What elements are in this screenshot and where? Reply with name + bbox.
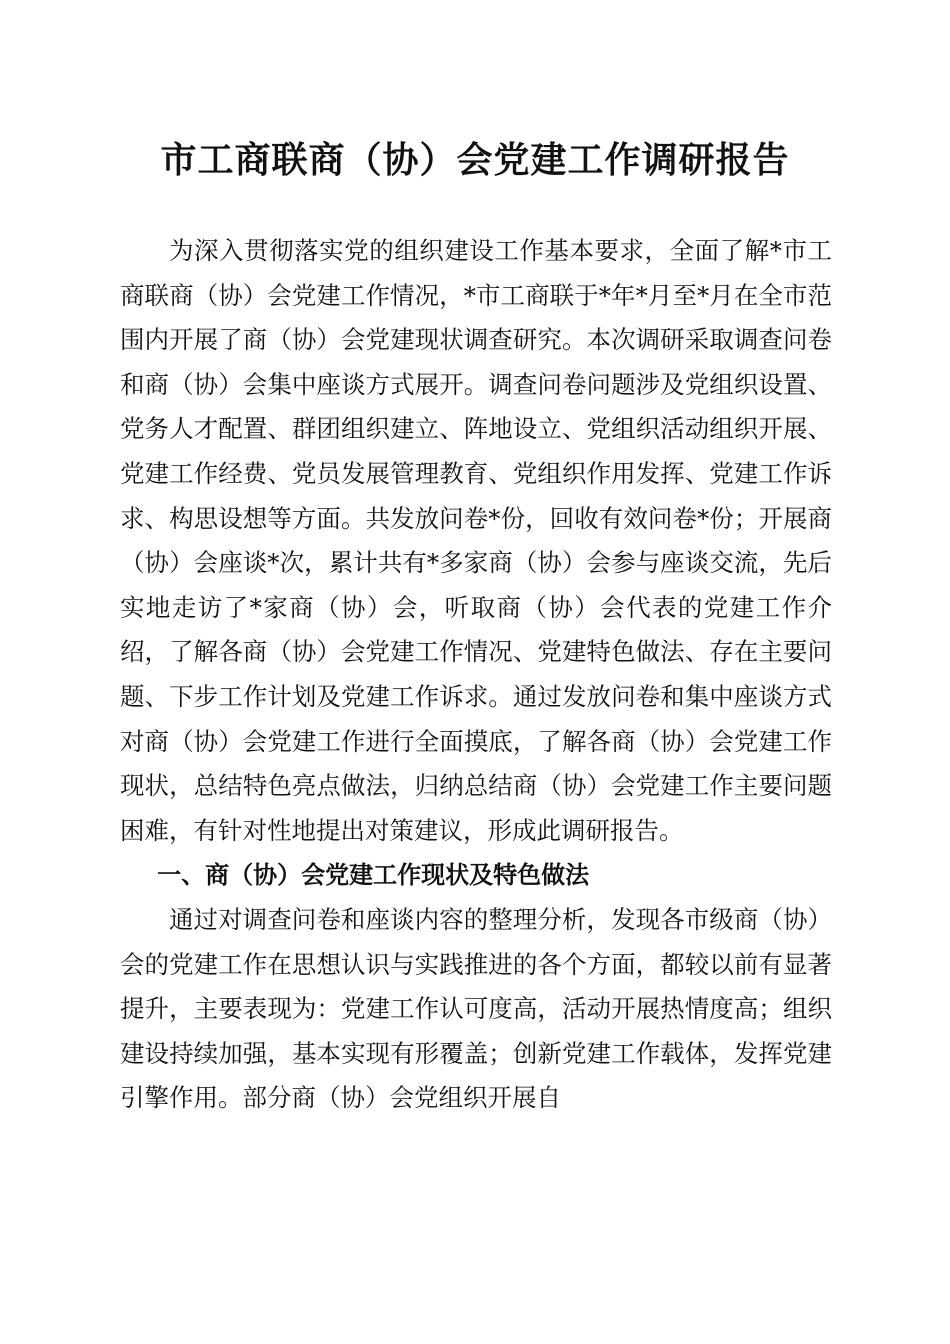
document-body (120, 229, 832, 1121)
document-title: 市工商联商（协）会党建工作调研报告 (160, 139, 790, 181)
intro-paragraph: 为深入贯彻落实党的组织建设工作基本要求，全面了解*市工商联商（协）会党建工作情况，*市工商联于*年*月至*月在全市范围内开展了商（协）会党建现状调查研究。本次调研采取调查问卷和商（协）会集中座谈方式展开。调查问卷问题涉及党组织设置、党务人才配置、群团组织建立、阵地设立、党组织活动组织开展、党建工作经费、党员发展管理教育、党组织作用发挥、党建工作诉求、构思设想等方面。共发放问卷*份，回收有效问卷*份；开展商（协）会座谈*次，累计共有*多家商（协）会参与座谈交流，先后实地走访了*家商（协）会，听取商（协）会代表的党建工作介绍，了解各商（协）会党建工作情况、党建特色做法、存在主要问题、下步工作计划及党建工作诉求。通过发放问卷和集中座谈方式对商（协）会党建工作进行全面摸底，了解各商（协）会党建工作现状，总结特色亮点做法，归纳总结商（协）会党建工作主要问题困难，有针对性地提出对策建议，形成此调研报告。 (120, 236, 832, 845)
section-heading: 一、商（协）会党建工作现状及特色做法 (157, 861, 590, 890)
section-paragraph: 通过对调查问卷和座谈内容的整理分析，发现各市级商（协）会的党建工作在思想认识与实践推进的各个方面，都较以前有显著提升，主要表现为：党建工作认可度高，活动开展热情度高；组织建设持续加强，基本实现有形覆盖；创新党建工作载体，发挥党建引擎作用。部分商（协）会党组织开展自 (120, 904, 832, 1113)
